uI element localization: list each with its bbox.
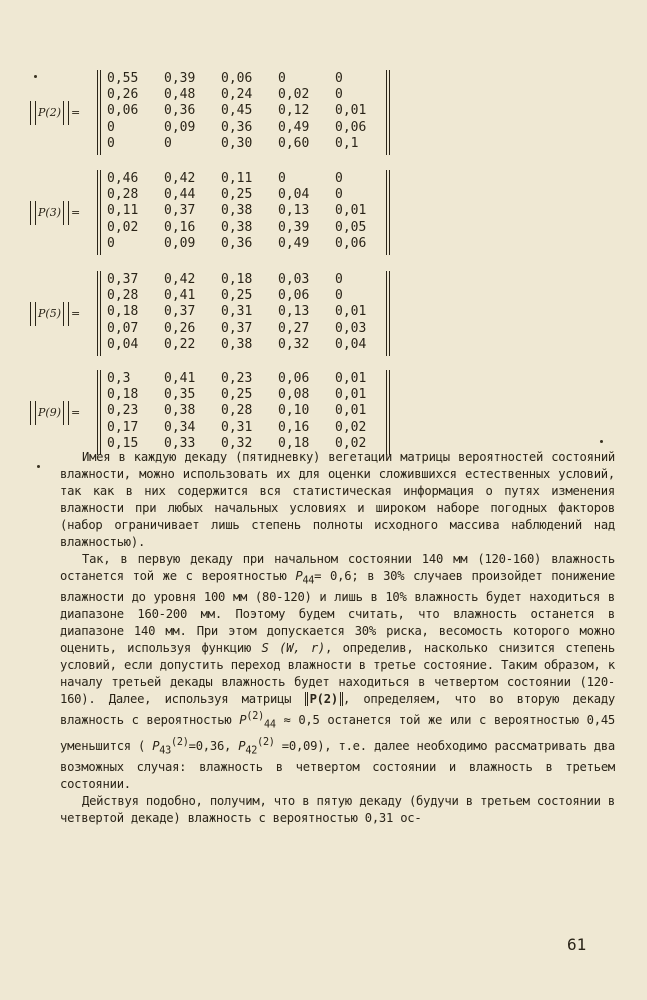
matrix-cell: 0,06 [335,235,367,251]
matrix-cell: 0,25 [221,386,253,402]
matrix-cell: 0,49 [278,119,310,135]
matrix-cell: 0 [335,86,343,102]
matrix-cell: 0,16 [164,219,196,235]
matrix-label [30,302,80,326]
paragraph-1: Имея в каждую декаду (пятидневку) вегетации матрицы вероятностей состояний влажности, можно использовать их для оценки сложившихся естественных условий, так как в них содержится вся статистическая информация о путях изменения влажности при любых начальных условиях и широком наборе погодных факторов (набор ограничивает лишь степень полноты исходного массива наблюдений над влажностью). [60,450,615,549]
matrix-label-text: P(3) [38,206,61,219]
norm-bar-left [30,201,36,225]
page-number: 61 [567,935,587,954]
matrix-cell: 0,18 [278,435,310,451]
matrix-cell: 0,42 [164,170,196,186]
matrix-cell: 0,31 [221,419,253,435]
equals-sign: = [70,307,81,320]
matrix-cell: 0,25 [221,287,253,303]
matrix-cell: 0,15 [107,435,139,451]
scan-speck [600,440,603,443]
matrix-cell: 0,60 [278,135,310,151]
matrix-row [101,271,386,287]
norm-bar-left [30,401,36,425]
matrix-p2 [30,70,390,155]
matrix-cell: 0,41 [164,370,196,386]
matrix-p5 [30,271,390,356]
matrix-cell: 0 [335,170,343,186]
matrix-cell: 0,31 [221,304,253,320]
matrix-body [97,271,390,356]
matrix-cell: 0,06 [278,370,310,386]
matrix-label [30,101,80,125]
matrix-cell: 0 [107,119,115,135]
matrix-cell: 0,34 [164,419,196,435]
matrix-cell: 0 [107,235,115,251]
matrix-row [101,419,386,435]
subscript: 44 [302,575,315,587]
matrix-row [101,119,386,135]
text-run: =0,36, [188,739,239,753]
matrix-cell: 0,27 [278,320,310,336]
matrix-cell: 0,39 [164,70,196,86]
matrix-cell: 0,35 [164,386,196,402]
equals-sign: = [70,206,81,219]
matrix-cell: 0,3 [107,370,131,386]
matrix-row [101,219,386,235]
matrix-row [101,403,386,419]
matrix-cell: 0,38 [221,203,253,219]
matrix-row [101,86,386,102]
text-run: ≈ 0,5 останется той же или с вероятностью 0,45 уменьшится ( [60,713,615,753]
norm-bar-left [30,302,36,326]
norm-bar-left [30,101,36,125]
matrix-cell: 0 [107,135,115,151]
matrix-cell: 0,30 [221,135,253,151]
paragraph-2 [60,551,615,793]
matrix-cell: 0,09 [164,119,196,135]
matrix-row [101,386,386,402]
symbol-p: P [152,739,160,753]
matrix-cell: 0,46 [107,170,139,186]
matrix-row [101,186,386,202]
text-run: , определяем, что во вторую декаду влажность с вероятностью [60,692,615,728]
matrix-row [101,70,386,86]
matrix-cell: 0,36 [164,103,196,119]
matrix-cell: 0,03 [278,271,310,287]
matrix-cell: 0,01 [335,304,367,320]
matrix-cell: 0 [278,70,286,86]
matrix-cell: 0,23 [107,403,139,419]
matrix-row [101,370,386,386]
matrix-cell: 0 [335,186,343,202]
matrix-cell: 0,36 [221,235,253,251]
matrix-cell: 0 [335,271,343,287]
norm-bar-right [63,201,69,225]
matrix-cell: 0,24 [221,86,253,102]
matrix-cell: 0,11 [221,170,253,186]
text-run: , определив, насколько снизится степень условий, если допустить переход влажности в третье состояние. Таким образом, к началу третьей декады влажность будет находиться в четвертом состоянии (120-160). Далее, используя матрицы [60,641,615,707]
matrix-cell: 0,04 [335,336,367,352]
matrix-cell: 0 [164,135,172,151]
matrix-cell: 0,33 [164,435,196,451]
matrix-cell: 0,05 [335,219,367,235]
matrix-cell: 0,06 [335,119,367,135]
matrix-cell: 0,49 [278,235,310,251]
matrix-label [30,401,80,425]
matrix-row [101,103,386,119]
matrix-cell: 0,25 [221,186,253,202]
matrix-cell: 0,10 [278,403,310,419]
superscript: (2) [246,711,264,723]
matrix-cell: 0,18 [107,304,139,320]
matrix-cell: 0,06 [221,70,253,86]
matrix-row [101,304,386,320]
matrix-cell: 0,37 [164,203,196,219]
scan-speck [37,465,40,468]
matrix-cell: 0,06 [278,287,310,303]
matrix-cell: 0,01 [335,103,367,119]
symbol-p: P [239,713,247,728]
symbol-p: P [238,739,246,753]
matrix-cell: 0 [278,170,286,186]
matrix-cell: 0,18 [107,386,139,402]
matrix-cell: 0,17 [107,419,139,435]
matrix-row [101,320,386,336]
matrix-cell: 0,02 [335,419,367,435]
matrix-cell: 0,32 [278,336,310,352]
matrix-cell: 0,08 [278,386,310,402]
matrix-p9 [30,370,390,455]
matrix-cell: 0,41 [164,287,196,303]
matrix-body [97,70,390,155]
matrix-cell: 0,37 [221,320,253,336]
matrix-cell: 0,37 [164,304,196,320]
matrix-cell: 0,44 [164,186,196,202]
matrix-cell: 0 [335,287,343,303]
matrix-p3 [30,170,390,255]
matrix-cell: 0,22 [164,336,196,352]
function-s: S (W, r) [261,641,326,656]
matrix-cell: 0,13 [278,304,310,320]
matrix-label-text: P(9) [38,406,61,419]
matrix-cell: 0,04 [107,336,139,352]
norm-bar-right [63,101,69,125]
body-text [60,449,615,827]
matrix-cell: 0,03 [335,320,367,336]
matrix-cell: 0,23 [221,370,253,386]
matrix-cell: 0,06 [107,103,139,119]
matrix-cell: 0,32 [221,435,253,451]
matrix-row [101,287,386,303]
matrix-cell: 0,09 [164,235,196,251]
matrix-cell: 0,42 [164,271,196,287]
matrix-cell: 0,01 [335,403,367,419]
matrix-cell: 0,26 [164,320,196,336]
matrix-label-text: P(2) [38,106,61,119]
matrix-cell: 0,12 [278,103,310,119]
matrix-ref: P(2) [309,692,338,707]
matrix-norm-inline [305,692,343,706]
matrix-cell: 0,01 [335,370,367,386]
matrix-cell: 0,18 [221,271,253,287]
matrix-label-text: P(5) [38,307,61,320]
matrix-cell: 0,38 [221,219,253,235]
matrix-cell: 0,13 [278,203,310,219]
matrix-row [101,135,386,151]
matrix-cell: 0,02 [107,219,139,235]
equals-sign: = [70,106,81,119]
matrix-cell: 0,01 [335,203,367,219]
matrix-cell: 0,39 [278,219,310,235]
norm-bar-right [63,302,69,326]
matrix-body [97,170,390,255]
matrix-cell: 0,37 [107,271,139,287]
matrix-label [30,201,80,225]
equals-sign: = [70,406,81,419]
matrix-row [101,203,386,219]
text-run: Так, в первую декаду при начальном состоянии 140 мм (120-160) влажность останется той же с вероятностью [60,552,615,583]
matrix-cell: 0,28 [107,287,139,303]
superscript: (2) [257,736,275,748]
matrix-cell: 0 [335,70,343,86]
subscript: 42 [245,745,258,757]
subscript: 44 [263,719,276,731]
matrix-cell: 0,16 [278,419,310,435]
matrix-cell: 0,36 [221,119,253,135]
matrix-cell: 0,11 [107,203,139,219]
paragraph-3: Действуя подобно, получим, что в пятую декаду (будучи в третьем состоянии в четвертой декаде) влажность с вероятностью 0,31 ос- [60,794,615,826]
matrix-row [101,336,386,352]
matrix-cell: 0,04 [278,186,310,202]
matrix-cell: 0,38 [164,403,196,419]
matrix-row [101,170,386,186]
matrix-cell: 0,55 [107,70,139,86]
matrix-cell: 0,28 [221,403,253,419]
matrix-cell: 0,38 [221,336,253,352]
matrix-cell: 0,45 [221,103,253,119]
matrix-cell: 0,02 [278,86,310,102]
matrix-cell: 0,07 [107,320,139,336]
text-run: = 0,6; в 30% случаев произойдет понижение влажности до уровня 100 мм (80-120) и лишь в 10% влажность будет находиться в диапазоне 160-200 мм. Поэтому будем считать, что влажность останется в диапазоне 140 мм. При этом допускается 30% риска, весомость которого можно оценить, используя функцию [60,569,615,656]
superscript: (2) [171,736,189,748]
matrix-cell: 0,48 [164,86,196,102]
matrix-cell: 0,1 [335,135,359,151]
matrix-body [97,370,390,455]
matrix-cell: 0,28 [107,186,139,202]
matrix-cell: 0,26 [107,86,139,102]
matrix-row [101,235,386,251]
matrix-cell: 0,01 [335,386,367,402]
norm-bar-right [63,401,69,425]
subscript: 43 [159,745,172,757]
matrix-cell: 0,02 [335,435,367,451]
symbol-p: P [295,569,303,583]
text-run: =0,09), т.е. далее необходимо рассматривать два возможных случая: влажность в четвертом состоянии и влажность в третьем состоянии. [60,739,615,792]
